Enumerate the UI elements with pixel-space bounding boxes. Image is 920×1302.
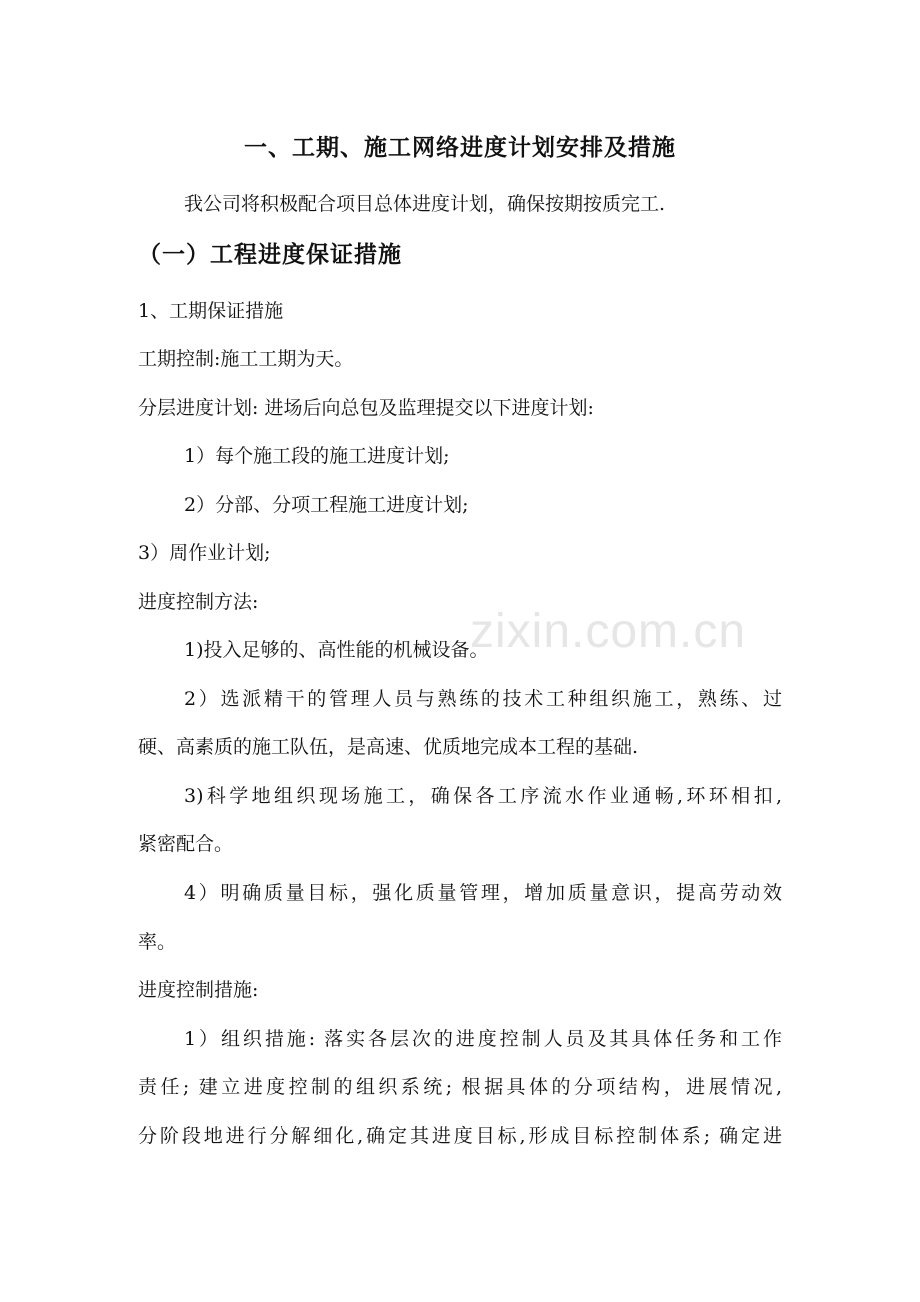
method-item-continuation: 率。 (138, 931, 177, 953)
measure-item-continuation: 分阶段地进行分解细化,确定其进度目标,形成目标控制体系; 确定进 (138, 1125, 782, 1147)
plan-item: 2）分部、分项工程施工进度计划; (184, 494, 469, 516)
document-title: 一、工期、施工网络进度计划安排及措施 (244, 134, 676, 161)
method-item: 1)投入足够的、高性能的机械设备。 (184, 639, 489, 661)
measure-item: 1）组织措施: 落实各层次的进度控制人员及其具体任务和工作 (184, 1028, 782, 1050)
watermark: zixin.com.cn (470, 605, 747, 658)
method-item: 4）明确质量目标，强化质量管理，增加质量意识，提高劳动效 (184, 882, 782, 904)
plan-item: 1）每个施工段的施工进度计划; (184, 445, 450, 467)
schedule-control-text: 工期控制:施工工期为天。 (138, 348, 354, 370)
subsection-heading: 1、工期保证措施 (138, 300, 284, 322)
plan-item: 3）周作业计划; (138, 542, 271, 564)
intro-paragraph: 我公司将积极配合项目总体进度计划，确保按期按质完工. (184, 193, 666, 215)
method-item: 2）选派精干的管理人员与熟练的技术工种组织施工，熟练、过 (184, 688, 782, 710)
method-item: 3)科学地组织现场施工，确保各工序流水作业通畅,环环相扣, (184, 785, 782, 807)
method-item-continuation: 紧密配合。 (138, 833, 234, 855)
measure-heading: 进度控制措施: (138, 979, 259, 1001)
method-item-continuation: 硬、高素质的施工队伍，是高速、优质地完成本工程的基础. (138, 736, 639, 758)
section-heading: （一）工程进度保证措施 (138, 241, 402, 268)
method-heading: 进度控制方法: (138, 591, 259, 613)
measure-item-continuation: 责任; 建立进度控制的组织系统; 根据具体的分项结构，进展情况, (138, 1076, 782, 1098)
layered-plan-text: 分层进度计划: 进场后向总包及监理提交以下进度计划: (138, 397, 594, 419)
